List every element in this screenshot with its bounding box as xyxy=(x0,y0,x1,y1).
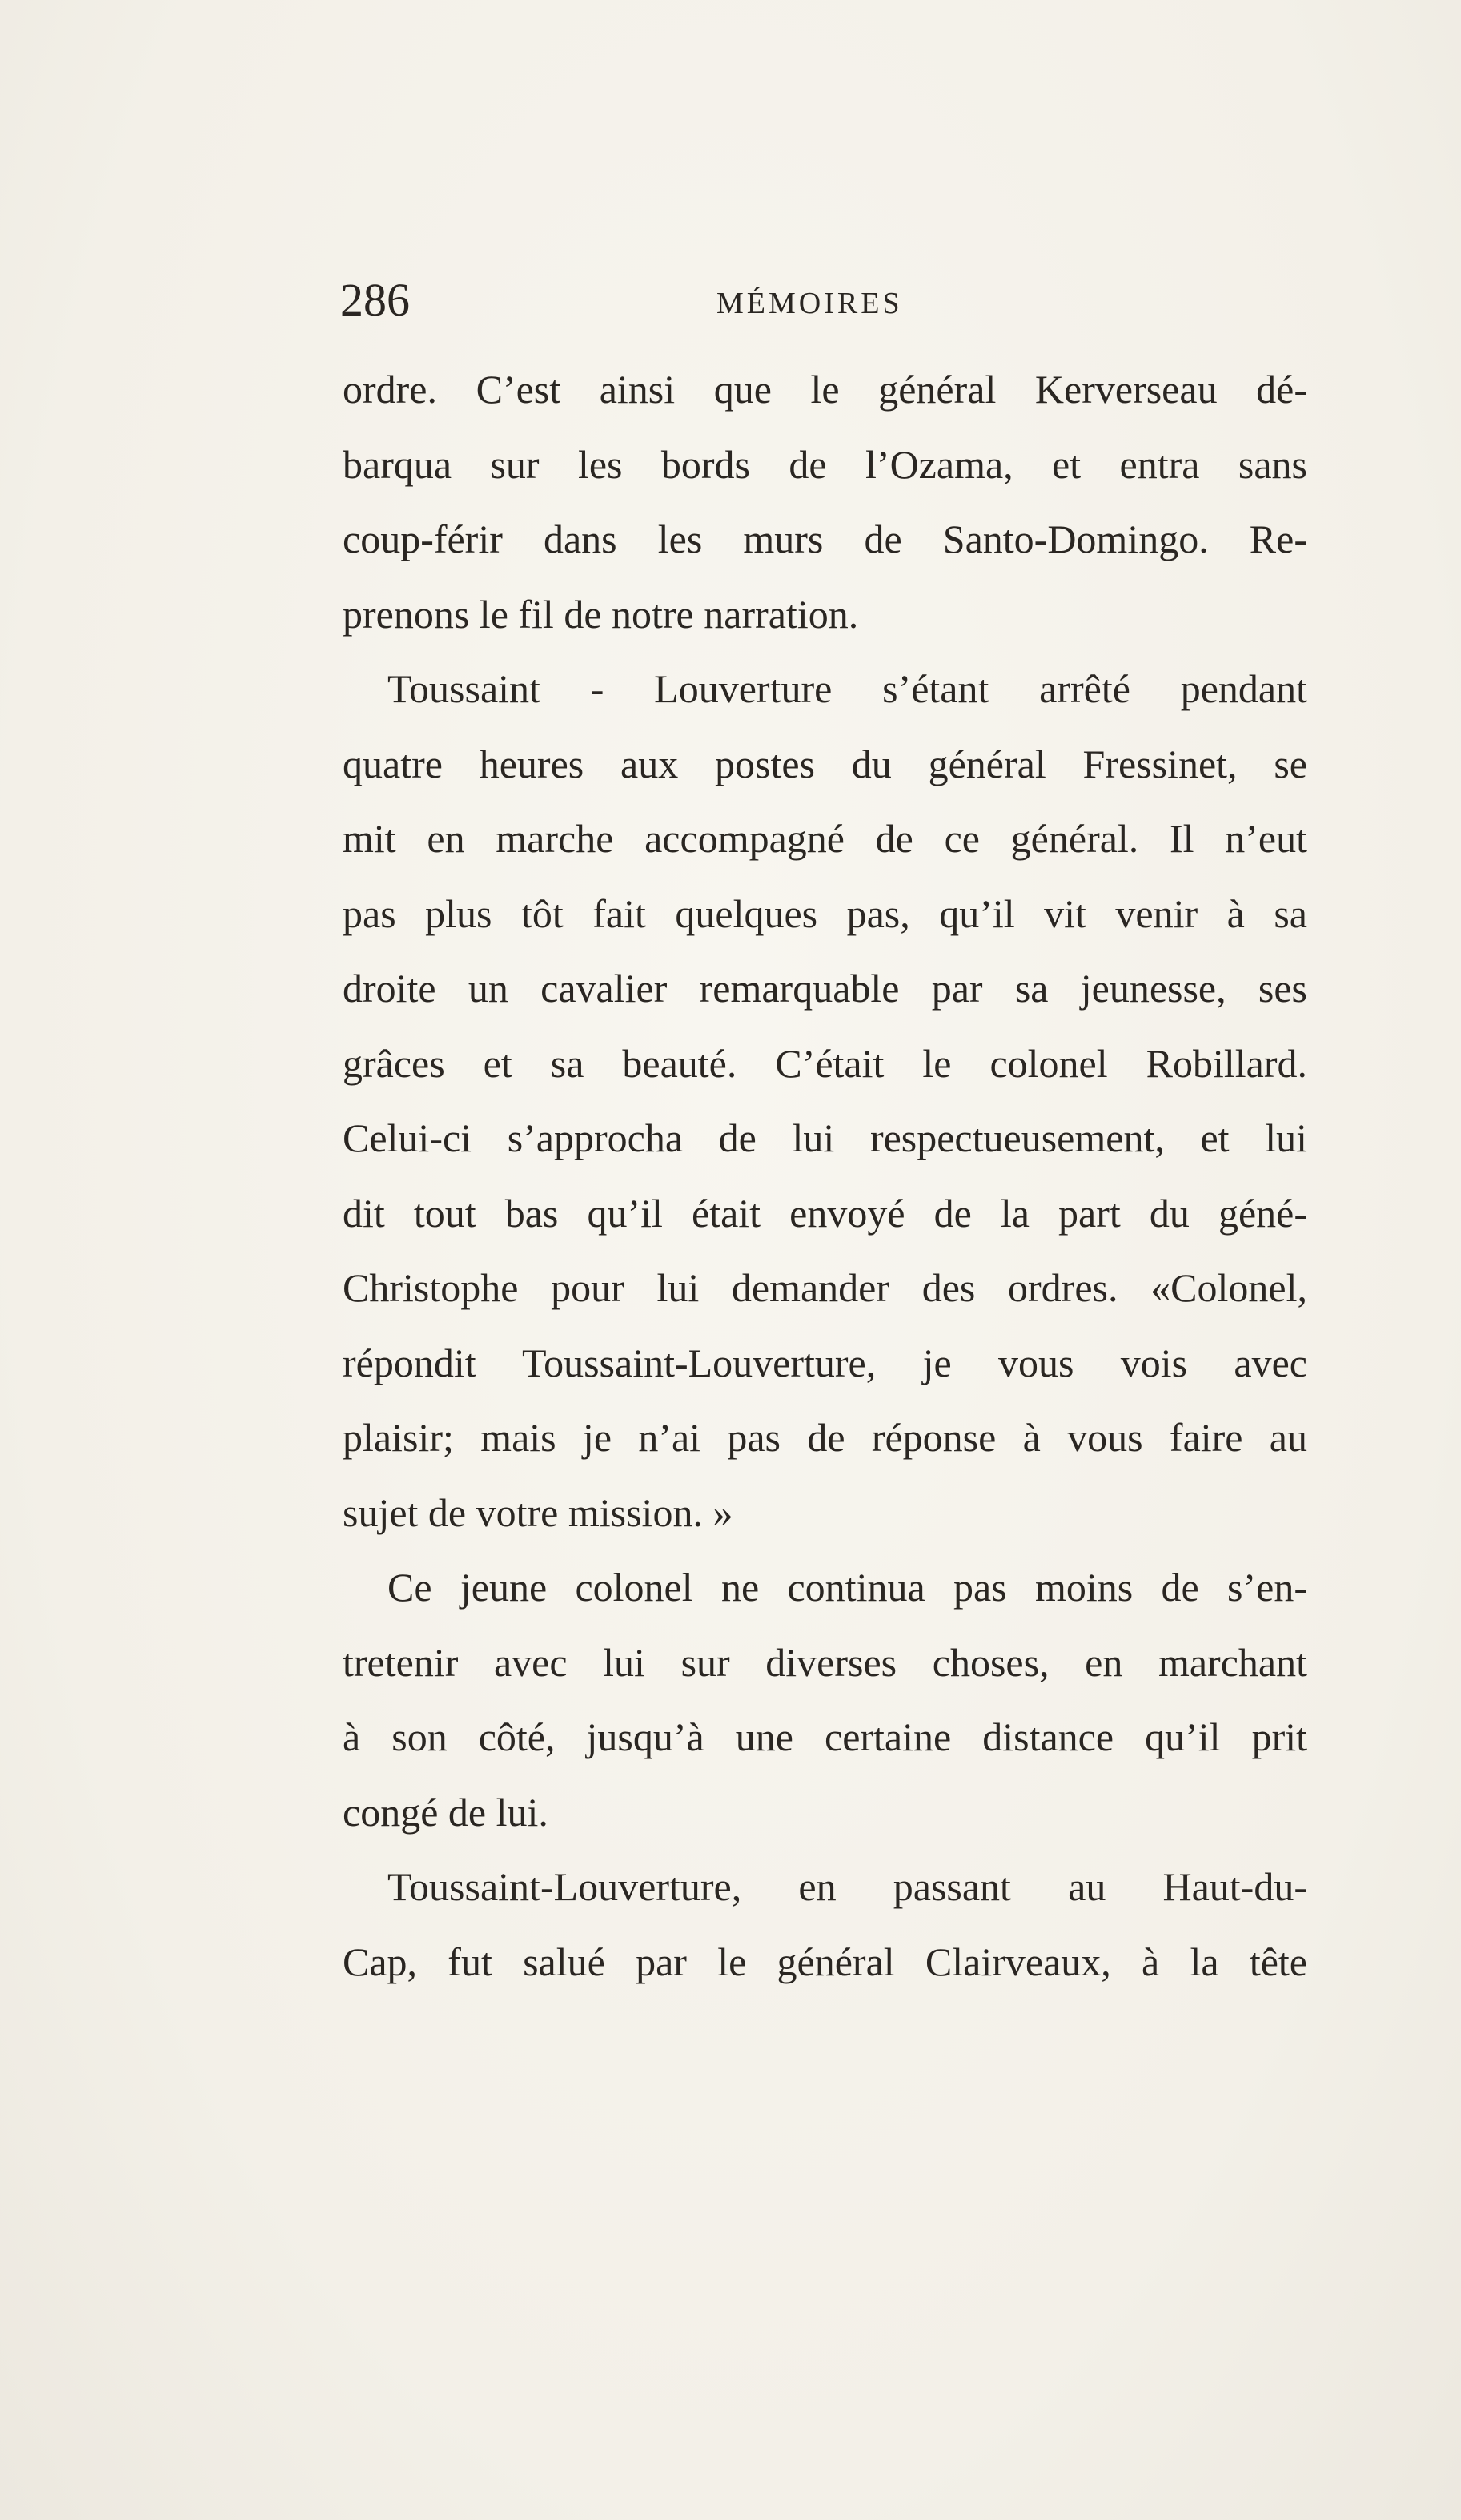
text-line: Ce jeune colonel ne continua pas moins de s’en- xyxy=(387,1565,1307,1610)
text-line: coup-férir dans les murs de Santo-Domingo. Re- xyxy=(343,516,1307,561)
text-line: dit tout bas qu’il était envoyé de la part du géné- xyxy=(343,1190,1307,1236)
text-line: grâces et sa beauté. C’était le colonel Robillard. xyxy=(343,1040,1307,1086)
body-text xyxy=(343,352,1307,2000)
text-line: prenons le fil de notre narration. xyxy=(343,591,859,637)
text-line: sujet de votre mission. » xyxy=(343,1489,733,1535)
text-line: pas plus tôt fait quelques pas, qu’il vit venir à sa xyxy=(343,890,1307,936)
text-line: Cap, fut salué par le général Clairveaux, à la tête xyxy=(343,1939,1307,1984)
text-line: ordre. C’est ainsi que le général Kerverseau dé- xyxy=(343,367,1307,412)
text-line: Toussaint-Louverture, en passant au Haut-du- xyxy=(387,1864,1307,1909)
text-line: Christophe pour lui demander des ordres. «Colonel, xyxy=(343,1265,1307,1310)
text-line: barqua sur les bords de l’Ozama, et entra sans xyxy=(343,441,1307,487)
text-line: tretenir avec lui sur diverses choses, en marchant xyxy=(343,1639,1307,1685)
text-line: répondit Toussaint-Louverture, je vous vois avec xyxy=(343,1340,1307,1385)
text-line: droite un cavalier remarquable par sa jeunesse, ses xyxy=(343,966,1307,1011)
text-line: quatre heures aux postes du général Fressinet, se xyxy=(343,741,1307,786)
page-number: 286 xyxy=(340,274,410,326)
text-line: Celui-ci s’approcha de lui respectueusement, et lui xyxy=(343,1115,1307,1160)
text-line: à son côté, jusqu’à une certaine distance qu’il prit xyxy=(343,1714,1307,1759)
text-line: mit en marche accompagné de ce général. Il n’eut xyxy=(343,816,1307,861)
page-header xyxy=(340,264,1301,336)
text-line: plaisir; mais je n’ai pas de réponse à vous faire au xyxy=(343,1415,1307,1460)
text-line: Toussaint - Louverture s’étant arrêté pendant xyxy=(387,666,1307,711)
text-line: congé de lui. xyxy=(343,1789,548,1835)
running-title: MÉMOIRES xyxy=(716,287,903,320)
